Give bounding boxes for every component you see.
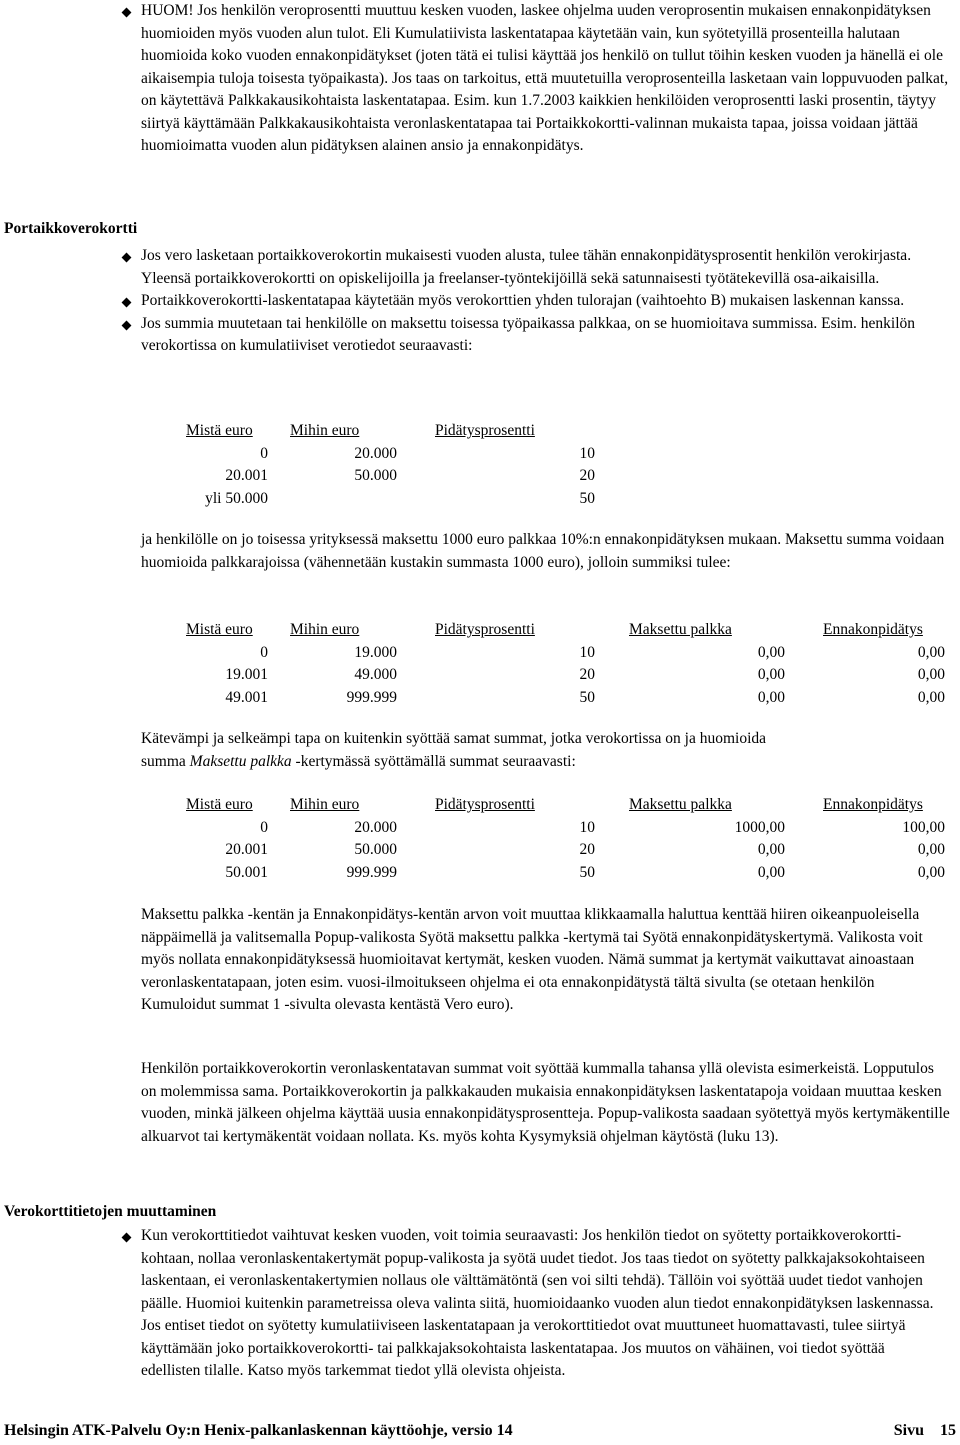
cell: 50.000	[354, 841, 397, 858]
cell: 20	[579, 666, 595, 683]
cell: 0,00	[757, 688, 785, 706]
section-heading-portaikkoverokortti: Portaikkoverokortti	[4, 220, 138, 237]
cell	[268, 488, 397, 511]
cell: 0	[260, 643, 268, 661]
col-header: Ennakonpidätys	[823, 621, 923, 638]
list-item	[122, 245, 942, 290]
cell: yli 50.000	[205, 489, 268, 507]
col-header: Pidätysprosentti	[435, 422, 535, 439]
table-row	[186, 839, 945, 862]
cell: 10	[579, 444, 595, 462]
cell: 20.001	[225, 841, 268, 858]
cell: 0,00	[917, 643, 945, 661]
cell: 20.000	[354, 444, 397, 462]
list-item-text: Kun verokorttitiedot vaihtuvat kesken vuoden, voit toimia seuraavasti: Jos henkilön tiedot on syötetty portaikkoverokortti-kohtaan, nollaa veronlaskentakertymät popup-valikosta ja syötä uudet tiedot. Jos taas tiedot on syötetty palkkajaksokohtaiseen laskentaan, ei veronlaskentakertymien nollaus ole välttämätöntä (sen voi silti tehdä). Tällöin voi syöttää uudet tiedot vanhojen päälle. Huomioi kuitenkin parametreissa oleva valinta siitä, huomioidaanko vuoden alun tiedot ennakonpidätyksen laskennassa. Jos entiset tiedot on syötetty kumulatiiviseen laskentatapaan ja verokorttitiedot ovat muuttuneet huomattavasti, tulee siirtyä käyttämään joko portaikkoverokortti- tai palkkajaksokohtaista laskentatapaa. Jos muutos on vähäinen, voi tiedot syöttää edellisten tilalle. Katso myös tarkemmat tiedot yllä olevista ohjeista.	[141, 1227, 934, 1379]
verokortti-list	[122, 1225, 937, 1383]
paragraph	[141, 728, 951, 773]
cell: 50	[579, 688, 595, 706]
col-header: Pidätysprosentti	[435, 796, 535, 813]
portaikko-list	[122, 245, 942, 358]
cell: 20	[579, 467, 595, 484]
list-item-text: Jos summia muutetaan tai henkilölle on maksettu toisessa työpaikassa palkkaa, on se huomioitava summissa. Esim. henkilön verokortissa on kumulatiiviset verotiedot seuraavasti:	[141, 314, 916, 354]
col-header: Maksettu palkka	[629, 621, 732, 638]
footer-title: Helsingin ATK-Palvelu Oy:n Henix-palkanlaskennan käyttöohje, versio 14	[4, 1422, 513, 1439]
table-row	[186, 687, 945, 710]
cell: 20.001	[225, 467, 268, 484]
paragraph: Henkilön portaikkoverokortin veronlaskentatavan summat voit syöttää kummalla tahansa yllä olevista esimerkeistä. Lopputulos on molemmissa sama. Portaikkoverokortin ja palkkakauden mukaisia ennakonpidätyksen laskentatapoja voidaan muuttaa kesken vuoden, minkä jälkeen ohjelma käyttää uusia ennakonpidätysprosentteja. Popup-valikosta saadaan syötettyä myös kertymäkentille alkuarvot tai kertymäkentät voidaan nollata. Ks. myös kohta Kysymyksiä ohjelman käytöstä (luku 13).	[141, 1060, 950, 1145]
list-item	[122, 0, 952, 158]
col-header: Mistä euro	[186, 422, 253, 439]
cell: 1000,00	[734, 818, 785, 836]
table-row	[186, 465, 595, 488]
col-header: Ennakonpidätys	[823, 796, 923, 813]
cell: 10	[579, 643, 595, 661]
table-row	[186, 443, 595, 466]
cell: 19.000	[354, 643, 397, 661]
cell: 0,00	[917, 688, 945, 706]
cell: 10	[579, 818, 595, 836]
note-text: HUOM! Jos henkilön veroprosentti muuttuu kesken vuoden, laskee ohjelma uuden veroprosentin mukaisen ennakonpidätyksen huomioiden myös vuoden alun tulot. Eli Kumulatiivista laskentatapaa käytetään vain, kun syötetyillä prosenteilla halutaan huomioida koko vuoden ennakonpidätykset (joten tätä ei tulisi käyttää jos henkilö on tullut töihin kesken vuoden ja hänellä ei ole aikaisempia tuloja toisesta työpaikasta). Jos taas on tarkoitus, että muutetuilla veroprosenteilla lasketaan vain loppuvuoden palkat, on käytettävä Palkkakausikohtaista laskentatapaa. Esim. kun 1.7.2003 kaikkien henkilöiden veroprosentti laski prosentin, täytyy siirtyä käyttämään Palkkakausikohtaista veronlaskentatapaa tai Portaikkokortti-valinnan mukaista tapaa, joissa voidaan jättää huomioimatta vuoden alun pidätyksen alainen ansio ja ennakonpidätys.	[141, 2, 949, 154]
cell: 999.999	[346, 688, 397, 706]
col-header: Mihin euro	[290, 422, 360, 439]
paragraph: ja henkilölle on jo toisessa yrityksessä maksettu 1000 euro palkkaa 10%:n ennakonpidätyksen mukaan. Maksettu summa voidaan huomioida palkkarajoissa (vähennetään kustakin summasta 1000 euro), jolloin summiksi tulee:	[141, 531, 945, 571]
cell: 19.001	[225, 666, 268, 683]
cell: 0,00	[917, 666, 945, 683]
cell: 999.999	[346, 863, 397, 881]
bullet-icon	[122, 299, 132, 309]
cell: 49.000	[354, 666, 397, 683]
table-row	[186, 488, 595, 511]
col-header: Maksettu palkka	[629, 796, 732, 813]
page-number: Sivu 15	[893, 1422, 956, 1439]
paragraph-text: summa	[141, 752, 190, 770]
cell: 0	[260, 818, 268, 836]
section-heading-verokorttitietojen-muuttaminen: Verokorttitietojen muuttaminen	[4, 1203, 217, 1220]
table-row	[186, 642, 945, 665]
cell: 49.001	[225, 688, 268, 706]
tax-table-3	[186, 794, 945, 884]
col-header: Pidätysprosentti	[435, 621, 535, 638]
cell: 20	[579, 841, 595, 858]
note-list	[122, 0, 952, 158]
col-header: Mistä euro	[186, 796, 253, 813]
cell: 50	[579, 863, 595, 881]
paragraph-text: -kertymässä syöttämällä summat seuraavasti:	[291, 752, 576, 770]
bullet-icon	[122, 1234, 132, 1244]
list-item	[122, 1225, 937, 1383]
table-header-row	[186, 619, 945, 642]
tax-table-2	[186, 619, 945, 709]
col-header: Mistä euro	[186, 621, 253, 638]
bullet-icon	[122, 254, 132, 264]
cell: 0,00	[757, 841, 785, 858]
paragraph: Maksettu palkka -kentän ja Ennakonpidätys-kentän arvon voit muuttaa klikkaamalla haluttua kenttää hiiren oikeanpuoleisella näppäimellä ja valitsemalla Popup-valikosta Syötä maksettu palkka -kertymä tai Syötä ennakonpidätyskertymä. Valikosta voit myös nollata ennakonpidätyksessä huomioitavat kertymät, kesken vuoden. Nämä summat ja kertymät vaikuttavat ainoastaan veronlaskentatapaan, joten esim. vuosi-ilmoitukseen ohjelma ei ota ennakonpidätystä tältä sivulta (se otetaan henkilön Kumuloidut summat 1 -sivulta olevasta kentästä Vero euro).	[141, 906, 923, 1013]
cell: 0,00	[757, 666, 785, 683]
paragraph-line: Kätevämpi ja selkeämpi tapa on kuitenkin syöttää samat summat, jotka verokortissa on ja huomioida	[141, 730, 767, 747]
bullet-icon	[122, 322, 132, 332]
cell: 50	[579, 489, 595, 507]
cell: 0	[260, 444, 268, 462]
tax-table-1	[186, 420, 595, 510]
table-header-row	[186, 794, 945, 817]
col-header: Mihin euro	[290, 796, 360, 813]
cell: 0,00	[917, 841, 945, 858]
cell: 50.001	[225, 863, 268, 881]
cell: 0,00	[757, 643, 785, 661]
emphasis: Maksettu palkka	[189, 752, 292, 770]
table-row	[186, 862, 945, 885]
table-row	[186, 664, 945, 687]
col-header: Mihin euro	[290, 621, 360, 638]
table-header-row	[186, 420, 595, 443]
list-item	[122, 290, 942, 313]
cell: 0,00	[757, 863, 785, 881]
bullet-icon	[122, 9, 132, 19]
page-footer	[4, 1420, 958, 1443]
cell: 100,00	[902, 818, 945, 836]
list-item	[122, 313, 942, 358]
cell: 0,00	[917, 863, 945, 881]
list-item-text: Portaikkoverokortti-laskentatapaa käytetään myös verokorttien yhden tulorajan (vaihtoehto B) mukaisen laskennan kanssa.	[141, 292, 905, 309]
list-item-text: Jos vero lasketaan portaikkoverokortin mukaisesti vuoden alusta, tulee tähän ennakonpidätysprosentit henkilön verokirjasta. Yleensä portaikkoverokortti on opiskelijoilla ja freelanser-työntekijöillä sekä satunnaisesti työtätekevillä osa-aikaisilla.	[141, 247, 912, 287]
cell: 20.000	[354, 818, 397, 836]
cell: 50.000	[354, 467, 397, 484]
table-row	[186, 817, 945, 840]
